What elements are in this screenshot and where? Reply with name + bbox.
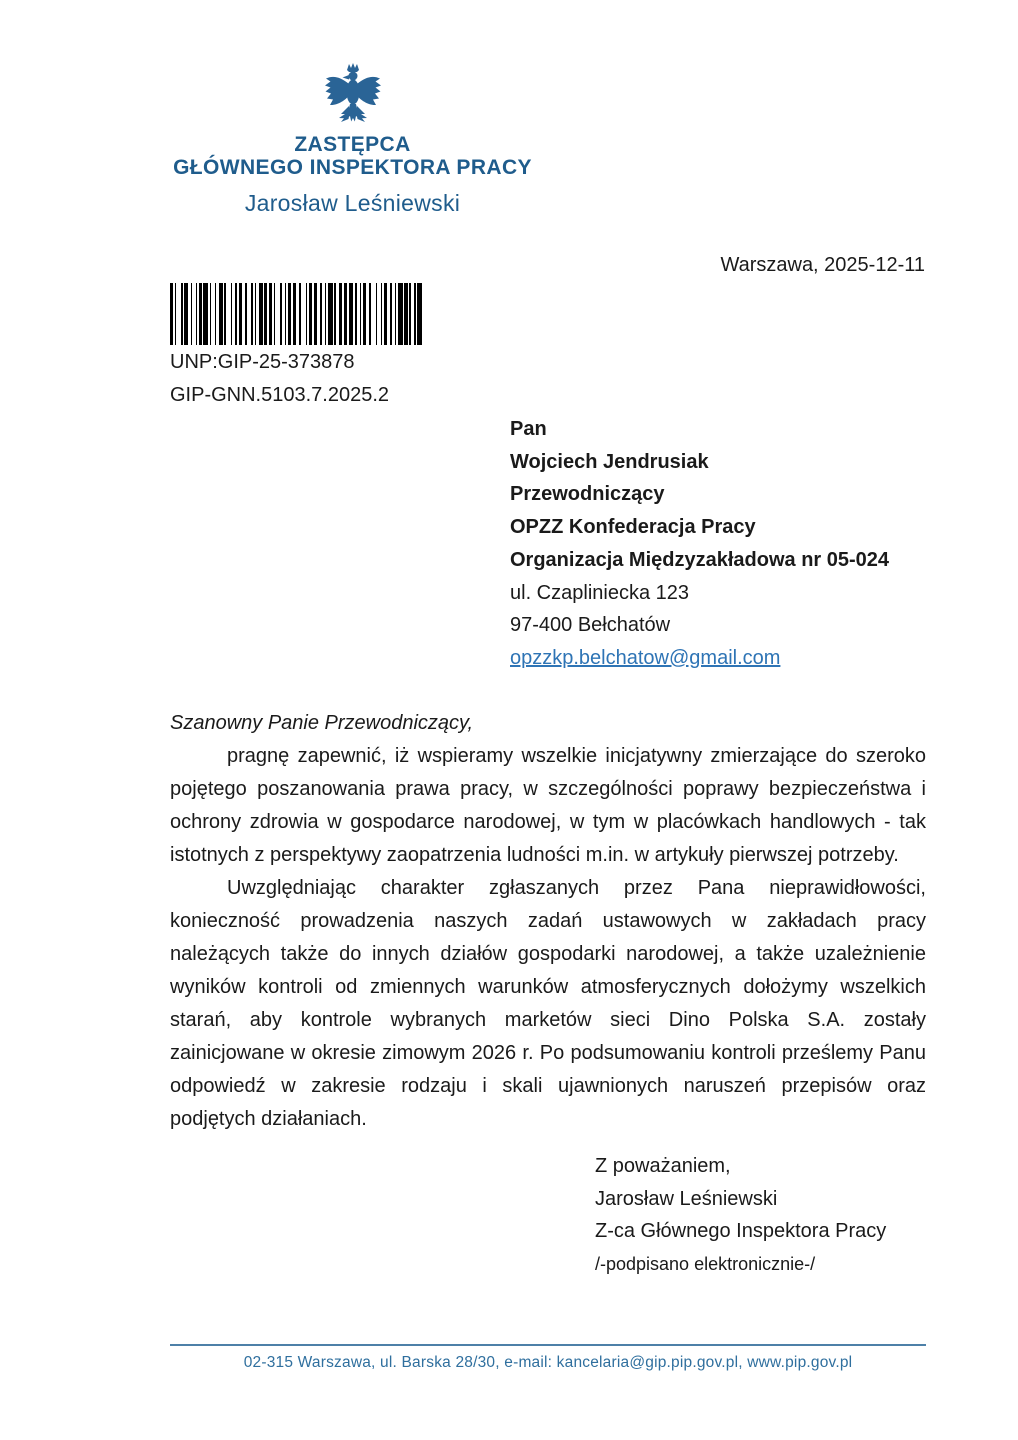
recipient-role: Przewodniczący xyxy=(510,483,665,506)
recipient-organization: OPZZ Konfederacja Pracy xyxy=(510,516,756,539)
signature-name: Jarosław Leśniewski xyxy=(595,1187,778,1210)
recipient-salutation: Pan xyxy=(510,418,547,440)
letterhead-title-line2: GŁÓWNEGO INSPEKTORA PRACY xyxy=(173,156,532,179)
body-salutation: Szanowny Panie Przewodniczący, xyxy=(170,712,474,734)
recipient-block xyxy=(510,413,889,675)
letterhead-title-line1: ZASTĘPCA xyxy=(294,133,411,156)
place-date: Warszawa, 2025-12-11 xyxy=(720,254,925,276)
case-number: GIP-GNN.5103.7.2025.2 xyxy=(170,384,390,406)
unp-number: UNP:GIP-25-373878 xyxy=(170,351,355,373)
letter-body xyxy=(170,707,926,1136)
barcode xyxy=(170,283,426,345)
signature-block xyxy=(595,1150,886,1280)
signature-title: Z-ca Głównego Inspektora Pracy xyxy=(595,1220,887,1242)
recipient-city: 97-400 Bełchatów xyxy=(510,614,671,637)
letterhead-footer xyxy=(170,1344,926,1372)
recipient-email-link[interactable]: opzzkp.belchatow@gmail.com xyxy=(510,646,781,669)
footer-contact-text: 02-315 Warszawa, ul. Barska 28/30, e-mail: kancelaria@gip.pip.gov.pl, www.pip.gov.pl xyxy=(243,1354,853,1371)
recipient-street: ul. Czapliniecka 123 xyxy=(510,581,689,604)
letterhead xyxy=(165,62,540,217)
electronic-signature-note: /-podpisano elektronicznie-/ xyxy=(595,1253,816,1274)
recipient-name: Wojciech Jendrusiak xyxy=(510,450,709,473)
signature-closing: Z poważaniem, xyxy=(595,1155,731,1177)
recipient-org-unit: Organizacja Międzyzakładowa nr 05-024 xyxy=(510,548,890,571)
body-paragraph-2: Uwzględniając charakter zgłaszanych przez Pana nieprawidłowości, konieczność prowadzenia naszych zadań ustawowych w zakładach pracy należących także do innych działów gospodarki narodowej, a także uzależnienie wyników kontroli od zmiennych warunków atmosferycznych dołożymy wszelkich starań, aby kontrole wybranych marketów sieci Dino Polska S.A. zostały zainicjowane w okresie zimowym 2026 r. Po podsumowaniu kontroli prześlemy Panu odpowiedź w zakresie rodzaju i skali ujawnionych naruszeń przepisów oraz podjętych działaniach. xyxy=(170,877,926,1130)
polish-eagle-icon xyxy=(323,62,383,126)
body-paragraph-1: pragnę zapewnić, iż wspieramy wszelkie inicjatywny zmierzające do szeroko pojętego poszanowania prawa pracy, w szczególności poprawy bezpieczeństwa i ochrony zdrowia w gospodarce narodowej, w tym w placówkach handlowych - tak istotnych z perspektywy zaopatrzenia ludności m.in. w artykuły pierwszej potrzeby. xyxy=(170,745,926,866)
letterhead-signer-name: Jarosław Leśniewski xyxy=(244,190,461,216)
